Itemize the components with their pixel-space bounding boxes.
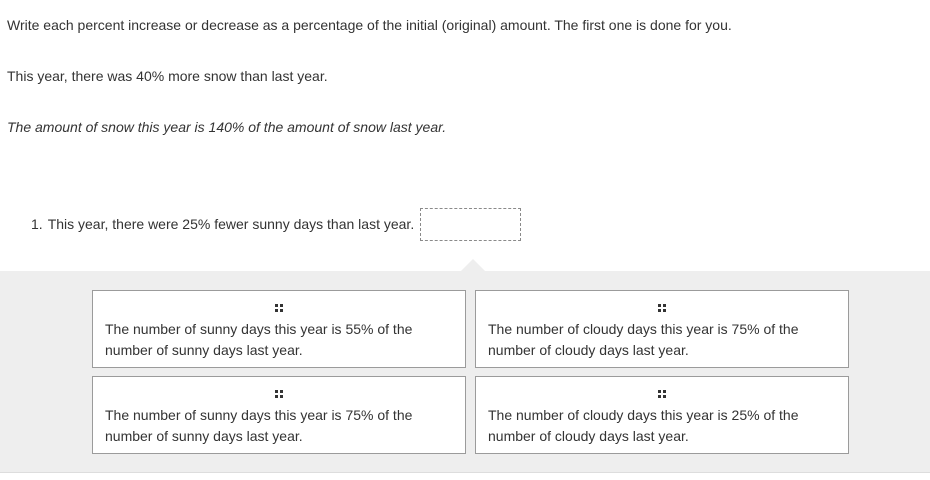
example-answer: The amount of snow this year is 140% of the amount of snow last year.: [7, 119, 447, 135]
instructions-text: Write each percent increase or decrease as a percentage of the initial (original) amount. The first one is done for you.: [7, 17, 732, 33]
drag-handle-icon: [658, 390, 666, 398]
question-text: This year, there were 25% fewer sunny days than last year.: [47, 216, 415, 232]
answer-option-tile[interactable]: [92, 376, 466, 454]
drag-handle-icon: [658, 304, 666, 312]
answer-option-text: The number of cloudy days this year is 25% of the number of cloudy days last year.: [488, 407, 799, 444]
example-stem: This year, there was 40% more snow than last year.: [7, 68, 328, 84]
answer-option-text: The number of sunny days this year is 55% of the number of sunny days last year.: [105, 321, 413, 358]
answer-option-text: The number of cloudy days this year is 75% of the number of cloudy days last year.: [488, 321, 799, 358]
drag-handle-icon: [275, 390, 283, 398]
question-row: [31, 206, 521, 242]
question-number: 1.: [31, 216, 43, 232]
answer-option-text: The number of sunny days this year is 75% of the number of sunny days last year.: [105, 407, 413, 444]
answer-option-tile[interactable]: [475, 290, 849, 368]
answer-drop-zone[interactable]: [420, 208, 521, 241]
answer-option-tile[interactable]: [92, 290, 466, 368]
drag-handle-icon: [275, 304, 283, 312]
answer-option-tile[interactable]: [475, 376, 849, 454]
tray-pointer: [461, 259, 485, 271]
